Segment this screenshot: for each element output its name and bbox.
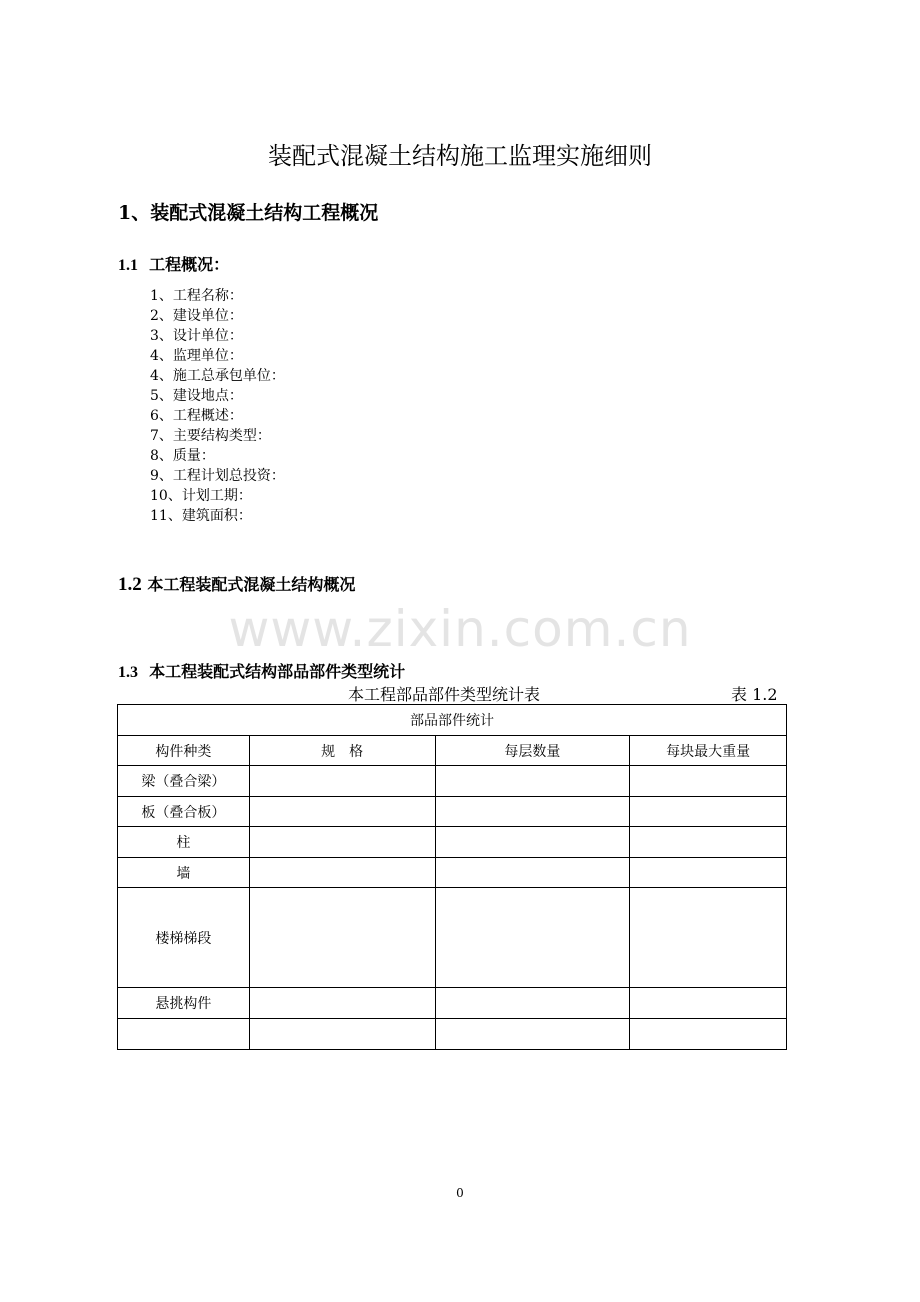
empty-cell (435, 858, 630, 888)
empty-cell (435, 1019, 630, 1050)
list-item: 4、监理单位： (150, 348, 243, 364)
empty-cell (435, 827, 630, 858)
table-row (118, 858, 787, 888)
header-cell: 每层数量 (435, 736, 630, 766)
page-number: 0 (456, 1186, 464, 1200)
overview-list (150, 286, 285, 526)
empty-cell (249, 827, 435, 858)
section-number: 1.1 (118, 257, 138, 274)
watermark: www.zixin.com.cn (228, 600, 692, 658)
header-cell: 每块最大重量 (630, 736, 787, 766)
section-1-heading: 1、装配式混凝土结构工程概况 (118, 202, 379, 224)
empty-cell (630, 827, 787, 858)
section-1-1-heading (118, 252, 229, 275)
empty-cell (630, 1019, 787, 1050)
table-row (118, 766, 787, 797)
empty-cell (249, 858, 435, 888)
header-cell: 构件种类 (118, 736, 250, 766)
list-item: 8、质量： (150, 448, 215, 464)
table-number: 表 1.2 (731, 685, 778, 704)
list-item: 11、建筑面积： (150, 508, 252, 524)
section-title: 本工程装配式结构部品部件类型统计 (149, 662, 406, 681)
list-item: 10、计划工期： (150, 488, 252, 504)
row-label-cell: 梁（叠合梁） (118, 766, 250, 797)
table-row (118, 988, 787, 1019)
table-row (118, 1019, 787, 1050)
section-1-2-heading (118, 572, 355, 596)
header-cell: 规 格 (249, 736, 435, 766)
table-row (118, 888, 787, 988)
table-header-row (118, 736, 787, 766)
section-1-3-heading (118, 659, 405, 682)
list-item: 4、施工总承包单位： (150, 368, 285, 384)
section-number: 1.3 (118, 664, 138, 681)
list-item: 3、设计单位： (150, 328, 243, 344)
row-label-cell: 板（叠合板） (118, 797, 250, 827)
empty-cell (630, 988, 787, 1019)
table-row (118, 827, 787, 858)
table-row (118, 797, 787, 827)
empty-cell (630, 858, 787, 888)
empty-cell (630, 888, 787, 988)
empty-cell (249, 797, 435, 827)
components-stats-table (117, 704, 787, 1050)
section-number: 1.2 (118, 574, 142, 595)
section-title: 工程概况： (149, 255, 230, 274)
list-item: 9、工程计划总投资： (150, 468, 285, 484)
empty-cell (435, 988, 630, 1019)
list-item: 7、主要结构类型： (150, 428, 271, 444)
row-label-cell: 墙 (118, 858, 250, 888)
group-header-cell: 部品部件统计 (118, 705, 787, 736)
section-title: 本工程装配式混凝土结构概况 (147, 575, 356, 594)
empty-cell (249, 988, 435, 1019)
empty-cell (249, 766, 435, 797)
row-label-cell: 悬挑构件 (118, 988, 250, 1019)
list-item: 1、工程名称： (150, 288, 243, 304)
table-group-header-row (118, 705, 787, 736)
table-caption: 本工程部品部件类型统计表 (348, 685, 541, 704)
empty-cell (630, 797, 787, 827)
list-item: 2、建设单位： (150, 308, 243, 324)
empty-cell (435, 766, 630, 797)
empty-cell (249, 1019, 435, 1050)
empty-cell (630, 766, 787, 797)
document-title: 装配式混凝土结构施工监理实施细则 (268, 142, 652, 170)
row-label-cell: 楼梯梯段 (118, 888, 250, 988)
row-label-cell: 柱 (118, 827, 250, 858)
row-label-cell (118, 1019, 250, 1050)
list-item: 5、建设地点： (150, 388, 243, 404)
empty-cell (435, 888, 630, 988)
empty-cell (435, 797, 630, 827)
empty-cell (249, 888, 435, 988)
list-item: 6、工程概述： (150, 408, 243, 424)
